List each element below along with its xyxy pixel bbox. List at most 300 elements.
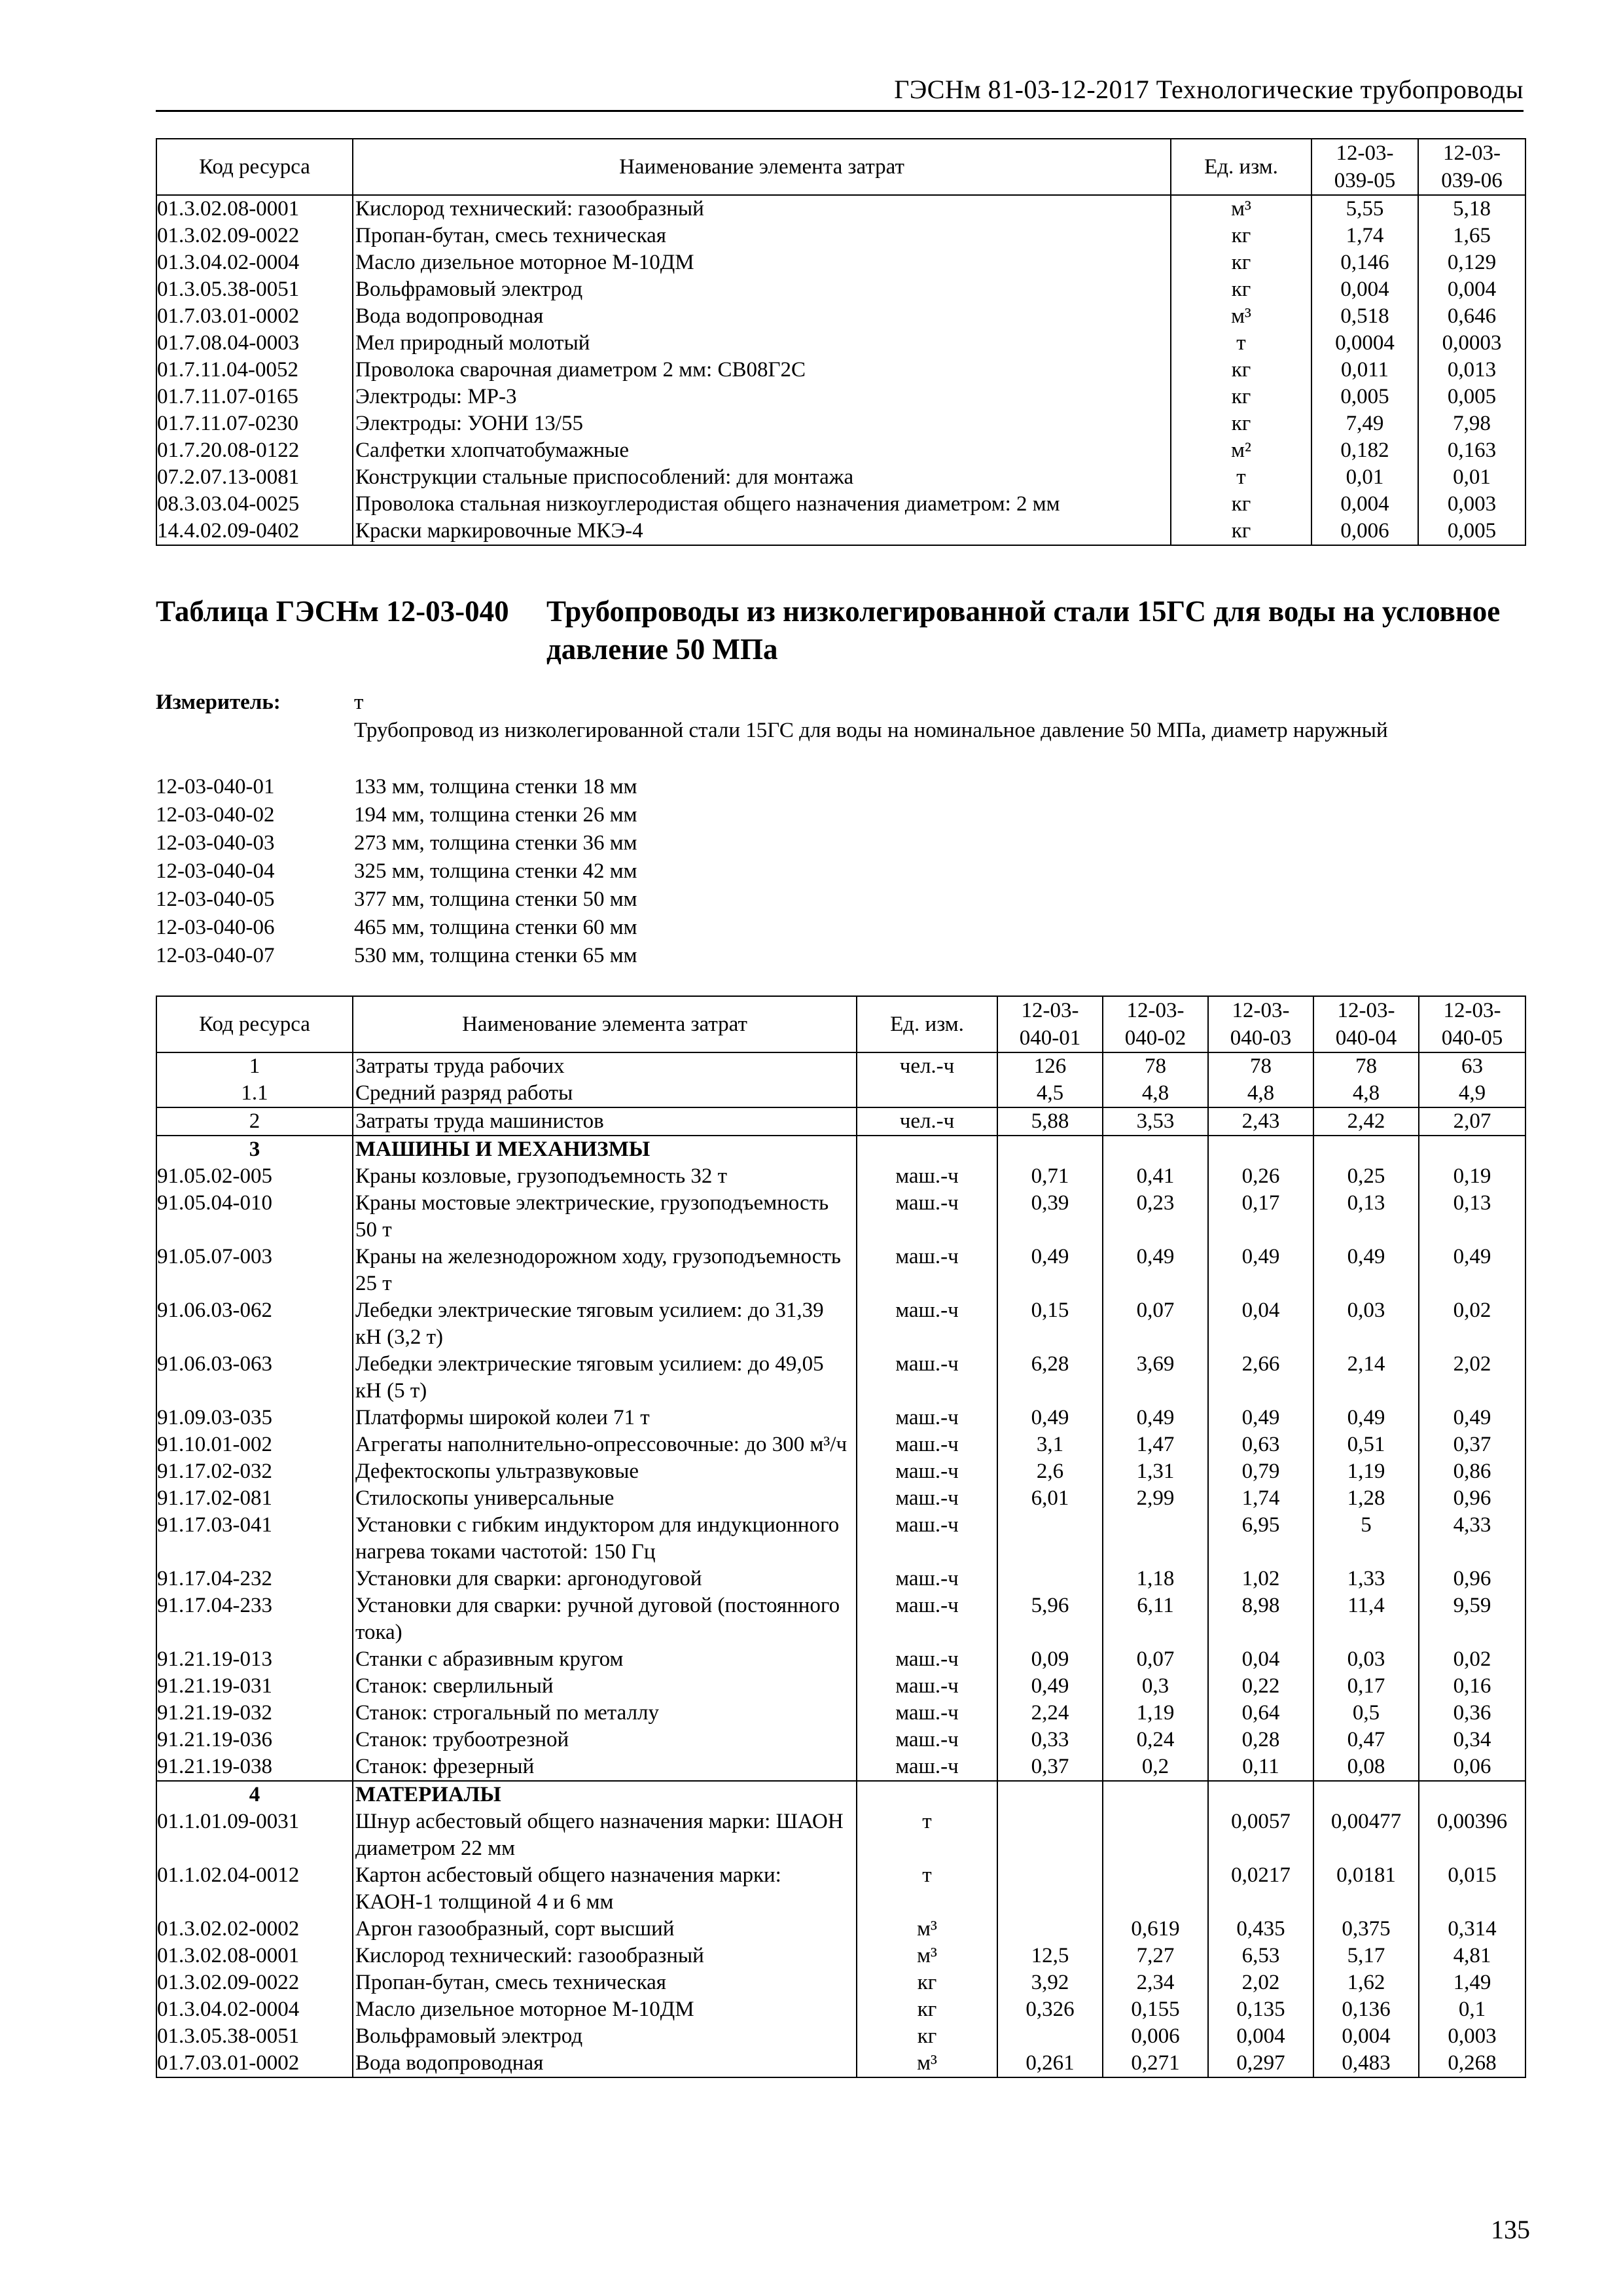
value: 5,17 (1313, 1943, 1419, 1969)
table-title: Трубопроводы из низколегированной стали 15ГС для воды на условное давление 50 МПа (546, 595, 1501, 666)
cost-item-name: Проволока сварочная диаметром 2 мм: СВ08Г2С (353, 357, 1171, 384)
cost-item-name: Станок: фрезерный (353, 1753, 857, 1781)
resource-table-040 (156, 996, 1526, 2078)
value: 5,55 (1311, 195, 1418, 223)
resource-code: 91.21.19-038 (156, 1753, 353, 1781)
col-header: Ед. изм. (857, 996, 997, 1052)
value: 4,81 (1419, 1943, 1525, 1969)
value: 0,79 (1208, 1458, 1313, 1485)
value: 0,155 (1103, 1996, 1208, 2023)
value: 6,11 (1103, 1592, 1208, 1646)
value: 0,0003 (1418, 330, 1525, 357)
value: 0,003 (1419, 2023, 1525, 2050)
value: 2,42 (1313, 1107, 1419, 1136)
resource-code: 91.21.19-013 (156, 1646, 353, 1673)
value: 0,08 (1313, 1753, 1419, 1781)
value: 63 (1419, 1052, 1525, 1080)
resource-code: 91.21.19-032 (156, 1700, 353, 1727)
value: 0,19 (1419, 1163, 1525, 1190)
item-description: 377 мм, толщина стенки 50 мм (354, 888, 637, 911)
resource-code: 01.7.03.01-0002 (156, 303, 353, 330)
unit: маш.-ч (857, 1592, 997, 1646)
table-row (156, 1458, 1525, 1485)
value: 0,261 (997, 2050, 1103, 2077)
col-header: Код ресурса (156, 996, 353, 1052)
value: 0,004 (1418, 276, 1525, 303)
resource-code: 3 (156, 1136, 353, 1163)
value (1208, 1136, 1313, 1163)
table-row (156, 1431, 1525, 1458)
cost-item-name: Электроды: УОНИ 13/55 (353, 410, 1171, 437)
resource-code: 91.17.04-232 (156, 1566, 353, 1592)
value: 7,49 (1311, 410, 1418, 437)
value: 0,003 (1418, 491, 1525, 518)
value: 0,004 (1208, 2023, 1313, 2050)
section-row (156, 1136, 1525, 1163)
value (1313, 1136, 1419, 1163)
unit: кг (1171, 357, 1311, 384)
cost-item-name: Масло дизельное моторное М-10ДМ (353, 1996, 857, 2023)
value: 0,5 (1313, 1700, 1419, 1727)
value: 78 (1313, 1052, 1419, 1080)
cost-item-name: Краски маркировочные МКЭ-4 (353, 518, 1171, 545)
resource-code: 14.4.02.09-0402 (156, 518, 353, 545)
item-code: 12-03-040-05 (156, 888, 275, 911)
table-row (156, 1592, 1525, 1646)
value: 0,646 (1418, 303, 1525, 330)
value: 11,4 (1313, 1592, 1419, 1646)
value: 0,15 (997, 1297, 1103, 1351)
cost-item-name: Пропан-бутан, смесь техническая (353, 223, 1171, 249)
value: 1,74 (1311, 223, 1418, 249)
value: 0,03 (1313, 1646, 1419, 1673)
unit: маш.-ч (857, 1458, 997, 1485)
resource-code: 91.09.03-035 (156, 1405, 353, 1431)
value (997, 1512, 1103, 1566)
resource-code: 01.3.02.02-0002 (156, 1916, 353, 1943)
value: 0,011 (1311, 357, 1418, 384)
value: 0,34 (1419, 1727, 1525, 1753)
resource-code: 91.17.03-041 (156, 1512, 353, 1566)
measurer-description: Трубопровод из низколегированной стали 15ГС для воды на номинальное давление 50 МПа, диаметр наружный (354, 719, 1388, 742)
table-row (156, 384, 1525, 410)
unit: м³ (857, 2050, 997, 2077)
value: 0,49 (1208, 1244, 1313, 1297)
unit: маш.-ч (857, 1163, 997, 1190)
resource-code: 91.05.04-010 (156, 1190, 353, 1244)
unit (857, 1781, 997, 1808)
value: 0,17 (1208, 1190, 1313, 1244)
value: 0,326 (997, 1996, 1103, 2023)
value: 0,004 (1311, 276, 1418, 303)
resource-code: 91.06.03-063 (156, 1351, 353, 1405)
col-header: 12-03- 040-03 (1208, 996, 1313, 1052)
value (1103, 1136, 1208, 1163)
col-header: 12-03- 040-05 (1419, 996, 1525, 1052)
col-header: Ед. изм. (1171, 139, 1311, 195)
value: 4,5 (997, 1080, 1103, 1107)
value: 3,69 (1103, 1351, 1208, 1405)
value (1313, 1781, 1419, 1808)
value: 1,31 (1103, 1458, 1208, 1485)
value: 0,00396 (1419, 1808, 1525, 1862)
value: 0,129 (1418, 249, 1525, 276)
cost-item-name: Конструкции стальные приспособлений: для монтажа (353, 464, 1171, 491)
cost-item-name: Вольфрамовый электрод (353, 2023, 857, 2050)
value: 0,0004 (1311, 330, 1418, 357)
cost-item-name: Станки с абразивным кругом (353, 1646, 857, 1673)
value: 0,13 (1313, 1190, 1419, 1244)
value: 0,06 (1419, 1753, 1525, 1781)
col-header: Наименование элемента затрат (353, 996, 857, 1052)
value: 0,163 (1418, 437, 1525, 464)
table-row (156, 1862, 1525, 1916)
value: 0,49 (1103, 1405, 1208, 1431)
value (1103, 1781, 1208, 1808)
value (1103, 1512, 1208, 1566)
unit: маш.-ч (857, 1700, 997, 1727)
table-row (156, 330, 1525, 357)
value: 4,8 (1208, 1080, 1313, 1107)
value: 2,02 (1208, 1969, 1313, 1996)
value: 0,619 (1103, 1916, 1208, 1943)
resource-code: 07.2.07.13-0081 (156, 464, 353, 491)
table-row (156, 1969, 1525, 1996)
table-header-row (156, 996, 1525, 1052)
col-header: 12-03- 040-04 (1313, 996, 1419, 1052)
cost-item-name: Установки для сварки: аргонодуговой (353, 1566, 857, 1592)
value: 0,375 (1313, 1916, 1419, 1943)
cost-item-name: Вода водопроводная (353, 2050, 857, 2077)
value: 0,37 (997, 1753, 1103, 1781)
value: 2,14 (1313, 1351, 1419, 1405)
cost-item-name: Кислород технический: газообразный (353, 195, 1171, 223)
item-description: 465 мм, толщина стенки 60 мм (354, 916, 637, 939)
unit: т (1171, 330, 1311, 357)
cost-item-name: Установки с гибким индуктором для индукционного нагрева токами частотой: 150 Гц (353, 1512, 857, 1566)
unit: маш.-ч (857, 1673, 997, 1700)
table-row (156, 2023, 1525, 2050)
value: 0,33 (997, 1727, 1103, 1753)
table-row (156, 1351, 1525, 1405)
value: 3,92 (997, 1969, 1103, 1996)
cost-item-name: Затраты труда машинистов (353, 1107, 857, 1136)
value: 0,28 (1208, 1727, 1313, 1753)
value: 0,0217 (1208, 1862, 1313, 1916)
value: 7,98 (1418, 410, 1525, 437)
value: 0,01 (1311, 464, 1418, 491)
value: 0,49 (1208, 1405, 1313, 1431)
table-label: Таблица ГЭСНм 12-03-040 (156, 595, 509, 628)
table-row (156, 1996, 1525, 2023)
unit: кг (1171, 276, 1311, 303)
item-code: 12-03-040-02 (156, 803, 275, 827)
unit: маш.-ч (857, 1566, 997, 1592)
unit (857, 1136, 997, 1163)
resource-code: 91.05.02-005 (156, 1163, 353, 1190)
unit: маш.-ч (857, 1753, 997, 1781)
cost-item-name: Масло дизельное моторное М-10ДМ (353, 249, 1171, 276)
value: 0,004 (1311, 491, 1418, 518)
resource-code: 01.7.08.04-0003 (156, 330, 353, 357)
value: 3,53 (1103, 1107, 1208, 1136)
value: 6,01 (997, 1485, 1103, 1512)
col-header: Наименование элемента затрат (353, 139, 1171, 195)
value: 5 (1313, 1512, 1419, 1566)
unit: маш.-ч (857, 1646, 997, 1673)
value (997, 1916, 1103, 1943)
value: 0,26 (1208, 1163, 1313, 1190)
value: 2,02 (1419, 1351, 1525, 1405)
cost-item-name: Краны козловые, грузоподъемность 32 т (353, 1163, 857, 1190)
value: 4,8 (1313, 1080, 1419, 1107)
value: 0,04 (1208, 1297, 1313, 1351)
resource-code: 91.06.03-062 (156, 1297, 353, 1351)
cost-item-name: Краны мостовые электрические, грузоподъемность 50 т (353, 1190, 857, 1244)
cost-item-name: Станок: трубоотрезной (353, 1727, 857, 1753)
value: 0,182 (1311, 437, 1418, 464)
col-header: 12-03- 040-02 (1103, 996, 1208, 1052)
value: 1,19 (1313, 1458, 1419, 1485)
table-row (156, 1107, 1525, 1136)
unit: т (1171, 464, 1311, 491)
resource-code: 2 (156, 1107, 353, 1136)
value: 0,51 (1313, 1431, 1419, 1458)
value (997, 1862, 1103, 1916)
unit: м³ (1171, 195, 1311, 223)
table-header-row (156, 139, 1525, 195)
running-title: ГЭСНм 81-03-12-2017 Технологические трубопроводы (894, 75, 1524, 104)
value: 2,07 (1419, 1107, 1525, 1136)
value: 0,005 (1418, 518, 1525, 545)
value: 0,00477 (1313, 1808, 1419, 1862)
table-row (156, 223, 1525, 249)
resource-code: 91.17.02-032 (156, 1458, 353, 1485)
cost-item-name: Платформы широкой колеи 71 т (353, 1405, 857, 1431)
item-description: 530 мм, толщина стенки 65 мм (354, 944, 637, 967)
value: 78 (1103, 1052, 1208, 1080)
resource-code: 01.7.20.08-0122 (156, 437, 353, 464)
value: 0,22 (1208, 1673, 1313, 1700)
resource-code: 01.3.05.38-0051 (156, 276, 353, 303)
unit: кг (1171, 249, 1311, 276)
item-description: 194 мм, толщина стенки 26 мм (354, 803, 637, 827)
value: 0,006 (1311, 518, 1418, 545)
cost-item-name: Лебедки электрические тяговым усилием: до 49,05 кН (5 т) (353, 1351, 857, 1405)
item-code: 12-03-040-04 (156, 859, 275, 883)
value (997, 1136, 1103, 1163)
cost-item-name: Вода водопроводная (353, 303, 1171, 330)
value: 0,03 (1313, 1297, 1419, 1351)
value: 0,25 (1313, 1163, 1419, 1190)
table-row (156, 1244, 1525, 1297)
unit: кг (1171, 518, 1311, 545)
unit: маш.-ч (857, 1485, 997, 1512)
value: 0,49 (1419, 1405, 1525, 1431)
table-row (156, 518, 1525, 545)
value: 0,135 (1208, 1996, 1313, 2023)
cost-item-name: Пропан-бутан, смесь техническая (353, 1969, 857, 1996)
value: 4,8 (1103, 1080, 1208, 1107)
item-description: 273 мм, толщина стенки 36 мм (354, 831, 637, 855)
unit: маш.-ч (857, 1190, 997, 1244)
table-row (156, 1405, 1525, 1431)
cost-item-name: Средний разряд работы (353, 1080, 857, 1107)
table-row (156, 1512, 1525, 1566)
table-row (156, 1753, 1525, 1781)
unit: м³ (857, 1943, 997, 1969)
value (997, 1781, 1103, 1808)
measurer-label: Измеритель: (156, 691, 281, 714)
cost-item-name: Установки для сварки: ручной дуговой (постоянного тока) (353, 1592, 857, 1646)
item-code: 12-03-040-07 (156, 944, 275, 967)
unit: маш.-ч (857, 1431, 997, 1458)
resource-table-039 (156, 138, 1526, 546)
value: 0,23 (1103, 1190, 1208, 1244)
table-row (156, 1297, 1525, 1351)
running-header (156, 71, 1524, 112)
cost-item-name: Станок: строгальный по металлу (353, 1700, 857, 1727)
value: 1,49 (1419, 1969, 1525, 1996)
cost-item-name: МАТЕРИАЛЫ (353, 1781, 857, 1808)
cost-item-name: Вольфрамовый электрод (353, 276, 1171, 303)
resource-code: 01.3.02.09-0022 (156, 223, 353, 249)
value: 0,41 (1103, 1163, 1208, 1190)
value: 0,0181 (1313, 1862, 1419, 1916)
value: 0,49 (1103, 1244, 1208, 1297)
value: 5,18 (1418, 195, 1525, 223)
item-code: 12-03-040-01 (156, 775, 275, 798)
table-row (156, 437, 1525, 464)
value: 0,02 (1419, 1646, 1525, 1673)
value: 0,71 (997, 1163, 1103, 1190)
value: 0,518 (1311, 303, 1418, 330)
value: 0,86 (1419, 1458, 1525, 1485)
unit: м³ (857, 1916, 997, 1943)
table-row (156, 303, 1525, 330)
value: 0,47 (1313, 1727, 1419, 1753)
section-row (156, 1781, 1525, 1808)
unit: маш.-ч (857, 1297, 997, 1351)
value: 0,17 (1313, 1673, 1419, 1700)
cost-item-name: Агрегаты наполнительно-опрессовочные: до 300 м³/ч (353, 1431, 857, 1458)
value: 0,11 (1208, 1753, 1313, 1781)
value: 0,37 (1419, 1431, 1525, 1458)
cost-item-name: Дефектоскопы ультразвуковые (353, 1458, 857, 1485)
value: 0,3 (1103, 1673, 1208, 1700)
resource-code: 01.7.03.01-0002 (156, 2050, 353, 2077)
value: 0,005 (1311, 384, 1418, 410)
cost-item-name: Краны на железнодорожном ходу, грузоподъемность 25 т (353, 1244, 857, 1297)
value: 0,435 (1208, 1916, 1313, 1943)
resource-code: 91.05.07-003 (156, 1244, 353, 1297)
cost-item-name: Лебедки электрические тяговым усилием: до 31,39 кН (3,2 т) (353, 1297, 857, 1351)
resource-code: 91.21.19-036 (156, 1727, 353, 1753)
table-row (156, 357, 1525, 384)
resource-code: 01.3.04.02-0004 (156, 249, 353, 276)
resource-code: 01.3.02.09-0022 (156, 1969, 353, 1996)
value: 1,18 (1103, 1566, 1208, 1592)
value: 0,015 (1419, 1862, 1525, 1916)
value: 0,36 (1419, 1700, 1525, 1727)
unit: маш.-ч (857, 1727, 997, 1753)
value: 126 (997, 1052, 1103, 1080)
table-row (156, 195, 1525, 223)
value (1419, 1136, 1525, 1163)
table-row (156, 1080, 1525, 1107)
value: 0,09 (997, 1646, 1103, 1673)
value: 0,1 (1419, 1996, 1525, 2023)
measurer-unit: т (354, 691, 364, 714)
value: 0,0057 (1208, 1808, 1313, 1862)
cost-item-name: Проволока стальная низкоуглеродистая общего назначения диаметром: 2 мм (353, 491, 1171, 518)
table-row (156, 1566, 1525, 1592)
resource-code: 01.1.02.04-0012 (156, 1862, 353, 1916)
cost-item-name: Картон асбестовый общего назначения марки: КАОН-1 толщиной 4 и 6 мм (353, 1862, 857, 1916)
unit: маш.-ч (857, 1512, 997, 1566)
value: 5,88 (997, 1107, 1103, 1136)
unit: чел.-ч (857, 1052, 997, 1080)
table-row (156, 1943, 1525, 1969)
resource-code: 4 (156, 1781, 353, 1808)
value: 1,33 (1313, 1566, 1419, 1592)
value: 1,47 (1103, 1431, 1208, 1458)
cost-item-name: Стилоскопы универсальные (353, 1485, 857, 1512)
value: 1,19 (1103, 1700, 1208, 1727)
value: 5,96 (997, 1592, 1103, 1646)
resource-code: 1.1 (156, 1080, 353, 1107)
unit: кг (1171, 384, 1311, 410)
unit: чел.-ч (857, 1107, 997, 1136)
value: 2,24 (997, 1700, 1103, 1727)
value: 0,07 (1103, 1297, 1208, 1351)
cost-item-name: Затраты труда рабочих (353, 1052, 857, 1080)
value: 0,04 (1208, 1646, 1313, 1673)
unit: маш.-ч (857, 1351, 997, 1405)
resource-code: 01.7.11.07-0230 (156, 410, 353, 437)
value: 0,39 (997, 1190, 1103, 1244)
value: 0,96 (1419, 1566, 1525, 1592)
table-row (156, 249, 1525, 276)
value: 0,64 (1208, 1700, 1313, 1727)
resource-code: 01.3.04.02-0004 (156, 1996, 353, 2023)
value: 2,34 (1103, 1969, 1208, 1996)
value: 0,006 (1103, 2023, 1208, 2050)
value: 0,49 (1419, 1244, 1525, 1297)
value: 1,65 (1418, 223, 1525, 249)
value: 1,74 (1208, 1485, 1313, 1512)
value: 0,146 (1311, 249, 1418, 276)
table-row (156, 1485, 1525, 1512)
resource-code: 01.3.02.08-0001 (156, 1943, 353, 1969)
col-header: 12-03- 039-06 (1418, 139, 1525, 195)
unit: кг (857, 1969, 997, 1996)
table-row (156, 1052, 1525, 1080)
resource-code: 01.7.11.04-0052 (156, 357, 353, 384)
value: 0,013 (1418, 357, 1525, 384)
table-row (156, 464, 1525, 491)
value: 6,28 (997, 1351, 1103, 1405)
unit: кг (857, 2023, 997, 2050)
value: 2,99 (1103, 1485, 1208, 1512)
value: 0,01 (1418, 464, 1525, 491)
table-row (156, 1163, 1525, 1190)
table-row (156, 1190, 1525, 1244)
item-code: 12-03-040-03 (156, 831, 275, 855)
value: 0,136 (1313, 1996, 1419, 2023)
resource-code: 1 (156, 1052, 353, 1080)
unit: кг (1171, 223, 1311, 249)
